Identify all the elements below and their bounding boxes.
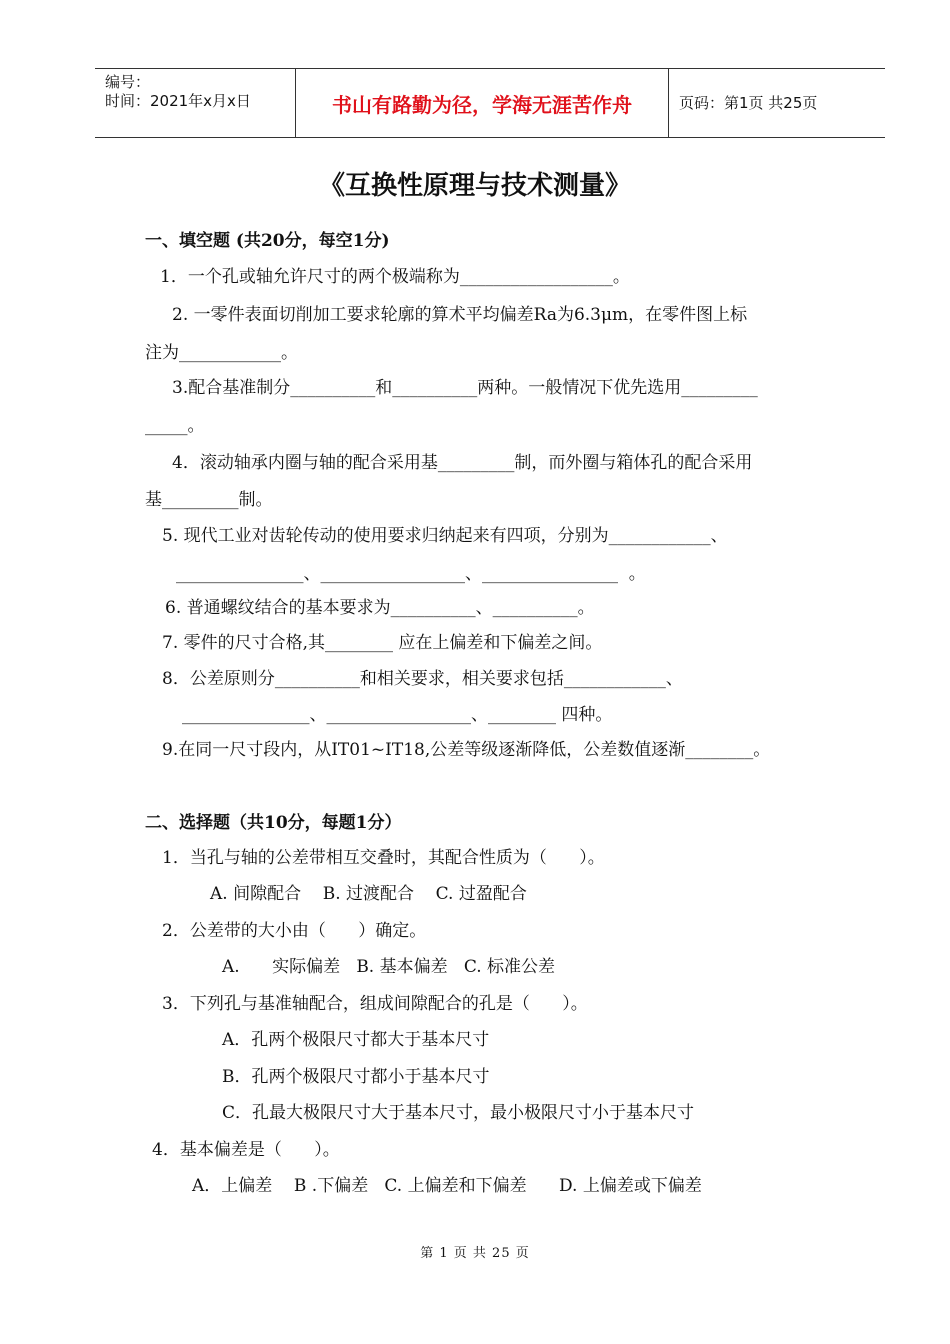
option-line: B．孔两个极限尺寸都小于基本尺寸	[222, 1067, 490, 1087]
question-line: 7. 零件的尺寸合格,其________ 应在上偏差和下偏差之间。	[162, 633, 603, 653]
document-title: 《互换性原理与技术测量》	[318, 171, 631, 201]
time-label: 时间：2021年x月x日	[105, 92, 251, 110]
motto: 书山有路勤为径，学海无涯苦作舟	[332, 93, 632, 117]
question-line: 9.在同一尺寸段内，从IT01~IT18,公差等级逐渐降低，公差数值逐渐________。	[162, 740, 771, 760]
question-line: 6. 普通螺纹结合的基本要求为__________、__________。	[165, 598, 595, 618]
question-line: 1．当孔与轴的公差带相互交叠时，其配合性质为（ ）。	[162, 848, 605, 868]
question-line: 4．滚动轴承内圈与轴的配合采用基_________制，而外圈与箱体孔的配合采用	[172, 453, 753, 473]
question-line: 3.配合基准制分__________和__________两种。一般情况下优先选用_________	[172, 378, 758, 398]
option-line: A. 实际偏差 B. 基本偏差 C. 标准公差	[222, 957, 556, 977]
question-line: 5. 现代工业对齿轮传动的使用要求归纳起来有四项，分别为____________、	[162, 526, 728, 546]
page-label: 页码：第1页 共25页	[679, 94, 818, 112]
question-line: 8．公差原则分__________和相关要求，相关要求包括____________、	[162, 669, 683, 689]
question-line: _____。	[145, 416, 205, 436]
option-line: A．孔两个极限尺寸都大于基本尺寸	[222, 1030, 490, 1050]
option-line: A. 间隙配合 B. 过渡配合 C. 过盈配合	[210, 884, 527, 904]
question-line: _______________、_________________、________ 四种。	[182, 705, 613, 725]
option-line: C．孔最大极限尺寸大于基本尺寸，最小极限尺寸小于基本尺寸	[222, 1103, 695, 1123]
question-line: 2. 一零件表面切削加工要求轮廓的算术平均偏差Ra为6.3μm，在零件图上标	[172, 305, 748, 325]
option-line: A．上偏差 B .下偏差 C. 上偏差和下偏差 D. 上偏差或下偏差	[192, 1176, 702, 1196]
question-line: 1．一个孔或轴允许尺寸的两个极端称为__________________。	[160, 267, 630, 287]
question-line: 注为____________。	[145, 343, 298, 363]
question-line: 4．基本偏差是（ ）。	[152, 1140, 340, 1160]
question-line: 3．下列孔与基准轴配合，组成间隙配合的孔是（ ）。	[162, 994, 588, 1014]
header-motto-cell	[296, 69, 669, 137]
section2-heading: 二、选择题（共10分，每题1分）	[145, 813, 402, 833]
question-line: 2．公差带的大小由（ ）确定。	[162, 921, 427, 941]
page-header	[95, 68, 885, 138]
question-line: 基_________制。	[145, 490, 273, 510]
header-page-cell	[669, 69, 885, 137]
serial-label: 编号：	[105, 73, 151, 91]
header-info-cell	[95, 69, 296, 137]
section1-heading: 一、填空题 (共20分，每空1分)	[145, 231, 390, 251]
page-footer: 第 1 页 共 25 页	[420, 1246, 530, 1261]
question-line: _______________、_________________、________________ 。	[176, 564, 646, 584]
